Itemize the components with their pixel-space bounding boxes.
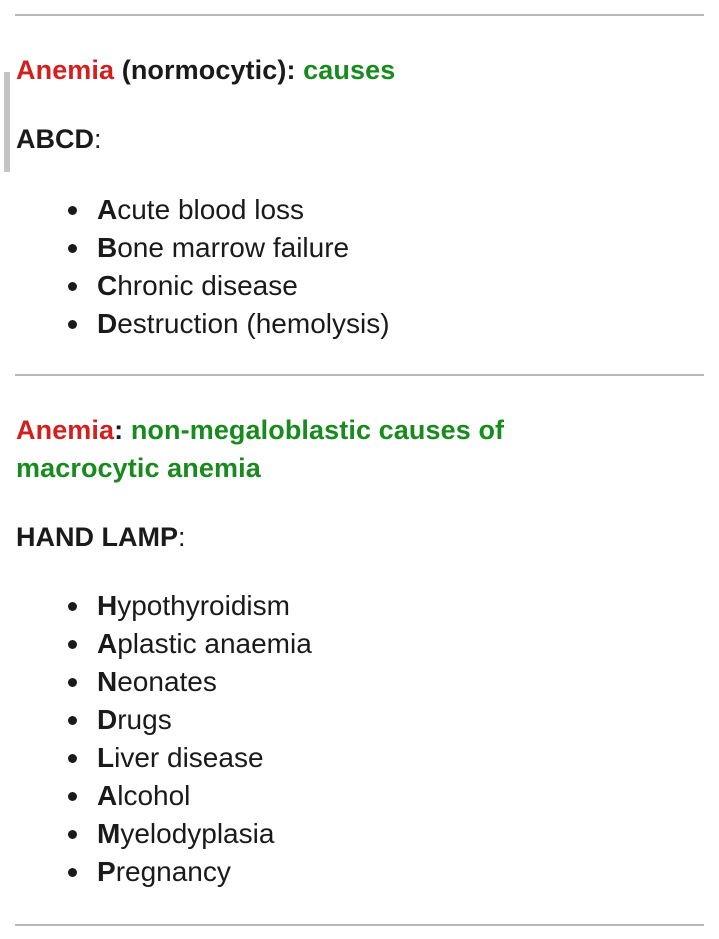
list-item [16, 815, 703, 853]
item-rest: ypothyroidism [117, 590, 290, 621]
item-initial: C [97, 270, 118, 301]
title-topic: Anemia [16, 415, 115, 445]
bullet-icon [68, 754, 77, 763]
bullet-icon [68, 678, 77, 687]
bullet-icon [68, 282, 77, 291]
bullet-icon [68, 792, 77, 801]
item-initial: A [97, 628, 118, 659]
mnemonic-text: ABCD [16, 124, 94, 154]
item-rest: plastic anaemia [117, 628, 312, 659]
bullet-icon [68, 716, 77, 725]
item-initial: A [97, 194, 118, 225]
item-initial: M [97, 818, 121, 849]
mnemonic-colon: : [94, 124, 102, 154]
item-initial: H [97, 590, 118, 621]
item-rest: iver disease [114, 742, 264, 773]
cause-list [16, 587, 703, 891]
title-subject: non-megaloblastic causes of macrocytic anemia [16, 415, 505, 483]
item-rest: estruction (hemolysis) [117, 308, 390, 339]
list-item [16, 739, 703, 777]
section-title [16, 51, 703, 89]
mnemonic-label [16, 518, 703, 556]
mnemonic-colon: : [178, 522, 186, 552]
item-initial: N [97, 666, 118, 697]
list-item [16, 229, 703, 267]
item-initial: A [97, 780, 118, 811]
mnemonic-text: HAND LAMP [16, 522, 178, 552]
item-initial: D [97, 308, 118, 339]
list-item [16, 587, 703, 625]
left-accent-bar [4, 72, 10, 172]
bullet-icon [68, 602, 77, 611]
section-normocytic [16, 51, 703, 343]
bullet-icon [68, 868, 77, 877]
top-divider [15, 14, 704, 16]
item-rest: eonates [117, 666, 217, 697]
list-item [16, 625, 703, 663]
item-rest: regnancy [115, 856, 231, 887]
bullet-icon [68, 640, 77, 649]
title-qualifier: (normocytic): [114, 55, 304, 85]
middle-divider [15, 374, 704, 376]
item-initial: L [97, 742, 115, 773]
item-rest: rugs [117, 704, 172, 735]
section-title [16, 411, 616, 487]
list-item [16, 305, 703, 343]
item-rest: hronic disease [117, 270, 298, 301]
bottom-divider [15, 924, 704, 926]
item-rest: lcohol [117, 780, 191, 811]
list-item [16, 267, 703, 305]
list-item [16, 191, 703, 229]
bullet-icon [68, 244, 77, 253]
list-item [16, 663, 703, 701]
item-rest: yelodyplasia [120, 818, 275, 849]
title-qualifier: : [114, 415, 131, 445]
cause-list [16, 191, 703, 343]
item-rest: one marrow failure [117, 232, 350, 263]
bullet-icon [68, 206, 77, 215]
item-initial: D [97, 704, 118, 735]
item-rest: cute blood loss [117, 194, 305, 225]
item-initial: B [97, 232, 118, 263]
title-subject: causes [303, 55, 396, 85]
list-item [16, 853, 703, 891]
list-item [16, 701, 703, 739]
bullet-icon [68, 320, 77, 329]
list-item [16, 777, 703, 815]
title-topic: Anemia [16, 55, 115, 85]
bullet-icon [68, 830, 77, 839]
mnemonic-label [16, 120, 703, 158]
item-initial: P [97, 856, 116, 887]
section-macrocytic [16, 411, 703, 891]
